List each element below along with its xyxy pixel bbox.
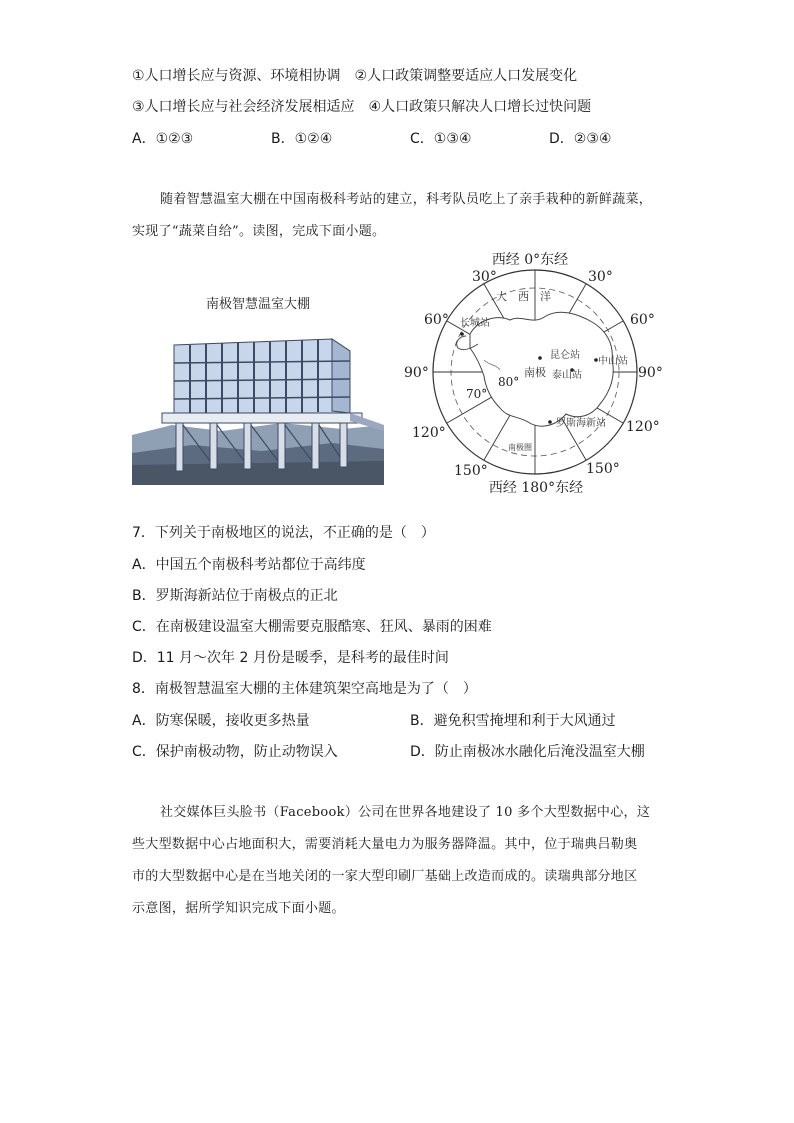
- lon-30w-label: 30°: [472, 269, 497, 285]
- lon-90w-label: 90°: [404, 365, 429, 381]
- q6-choice-d: D．②③④: [549, 131, 612, 147]
- station-kunlun: 昆仑站: [550, 350, 580, 361]
- antarctic-circle-label: 南极圈: [508, 443, 532, 452]
- q7-option-d: D．11 月～次年 2 月份是暖季，是科考的最佳时间: [132, 650, 449, 666]
- lat-80-label: 80°: [498, 375, 520, 389]
- lat-70-label: 70°: [466, 387, 488, 401]
- q8-option-c: C．保护南极动物，防止动物误入: [132, 744, 338, 760]
- q6-options-row2: ③人口增长应与社会经济发展相适应 ④人口政策只解决人口增长过快问题: [132, 99, 592, 115]
- q7-option-b: B．罗斯海新站位于南极点的正北: [132, 588, 338, 604]
- passage1-line1: 随着智慧温室大棚在中国南极科考站的建立，科考队员吃上了亲手栽种的新鲜蔬菜，: [160, 192, 653, 207]
- q8-option-d: D．防止南极冰水融化后淹没温室大棚: [410, 744, 645, 760]
- q6-choice-c: C．①③④: [410, 131, 472, 147]
- passage2-line1: 社交媒体巨头脸书（Facebook）公司在世界各地建设了 10 多个大型数据中心，这: [160, 805, 651, 820]
- lon-120e-label: 120°: [626, 419, 660, 435]
- south-pole-label: 南极: [524, 366, 546, 379]
- q6-choice-a: A．①②③: [132, 131, 194, 147]
- passage1-line2: 实现了“蔬菜自给”。读图，完成下面小题。: [132, 224, 386, 239]
- lon-90e-label: 90°: [638, 365, 663, 381]
- map-top-label: 西经 0°东经: [491, 252, 569, 268]
- q6-choice-b: B．①②④: [271, 131, 333, 147]
- lon-30e-label: 30°: [588, 269, 613, 285]
- passage2-line3: 市的大型数据中心是在当地关闭的一家大型印刷厂基础上改造而成的。读瑞典部分地区: [132, 869, 638, 884]
- map-ocean-label: 大 西 洋: [496, 290, 551, 303]
- q8-option-b: B．避免积雪掩埋和利于大风通过: [410, 713, 616, 729]
- lon-150e-label: 150°: [586, 461, 620, 477]
- q8-stem: 8．南极智慧温室大棚的主体建筑架空高地是为了（ ）: [132, 681, 477, 697]
- photo-caption: 南极智慧温室大棚: [205, 297, 311, 312]
- station-zhongshan: 中山站: [598, 356, 628, 367]
- q7-stem: 7．下列关于南极地区的说法，不正确的是（ ）: [132, 525, 435, 541]
- station-luosihai: 罗斯海新站: [556, 418, 606, 429]
- q6-options-row1: ①人口增长应与资源、环境相协调 ②人口政策调整要适应人口发展变化: [132, 68, 578, 84]
- passage2-line4: 示意图，据所学知识完成下面小题。: [132, 901, 345, 916]
- q7-option-c: C．在南极建设温室大棚需要克服酷寒、狂风、暴雨的困难: [132, 619, 492, 635]
- lon-120w-label: 120°: [412, 425, 446, 441]
- station-changcheng: 长城站: [460, 318, 490, 329]
- lon-60w-label: 60°: [424, 312, 449, 328]
- q7-option-a: A．中国五个南极科考站都位于高纬度: [132, 557, 366, 573]
- passage2-line2: 些大型数据中心占地面积大，需要消耗大量电力为服务器降温。其中，位于瑞典吕勒奥: [132, 837, 638, 852]
- map-bottom-label: 西经 180°东经: [488, 480, 584, 496]
- lon-60e-label: 60°: [630, 312, 655, 328]
- station-taishan: 泰山站: [552, 370, 582, 381]
- greenhouse-photo: [132, 285, 384, 485]
- antarctica-polar-map: [400, 244, 670, 500]
- q8-option-a: A．防寒保暖，接收更多热量: [132, 713, 310, 729]
- lon-150w-label: 150°: [454, 463, 488, 479]
